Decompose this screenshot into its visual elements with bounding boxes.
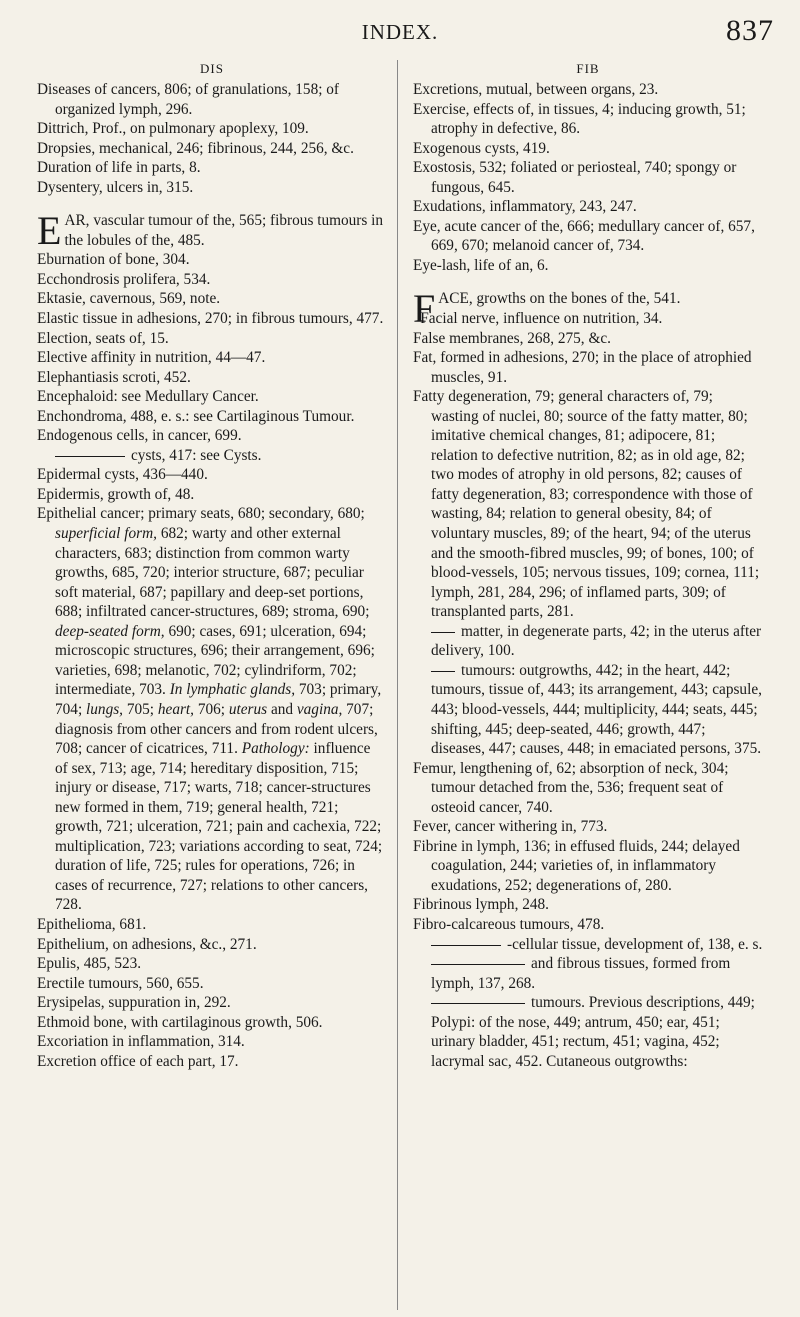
index-entry: Elastic tissue in adhesions, 270; in fibrous tumours, 477. [37,310,384,328]
index-subentry [413,622,763,661]
index-entry: Dittrich, Prof., on pulmonary apoplexy, 109. [37,120,309,138]
drop-cap-f: F [413,286,436,332]
index-entry: Eye-lash, life of an, 6. [413,256,549,274]
index-entry: Exogenous cysts, 419. [413,139,550,157]
index-entry: Eye, acute cancer of the, 666; medullary cancer of, 657, 669, 670; melanoid cancer of, 734. [413,217,755,255]
index-entry: Epidermal cysts, 436—440. [37,466,208,484]
italic-term: Pathology: [241,740,310,758]
italic-term: deep-seated form, [55,622,165,640]
index-entry: Ektasie, cavernous, 569, note. [37,290,221,308]
text-run: influence of sex, 713; age, 714; hereditary disposition, 715; injury or disease, 717; warts, 718; cancer-structures new formed in them, 719; general health, 721; growth, 721; ulceration, 721; pain and cachexia, 722; multiplication, 723; variations according to seat, 724; duration of life, 725; rules for operations, 726; in cases of recurrence, 727; relations to other cancers, 728. [55,740,383,914]
index-entry: Elephantiasis scroti, 452. [37,368,191,386]
index-entry: Ecchondrosis prolifera, 534. [37,270,211,288]
index-entry: Endogenous cells, in cancer, 699. [37,427,242,445]
index-entry: Exostosis, 532; foliated or periosteal, 740; spongy or fungous, 645. [413,159,737,196]
index-entry: Eburnation of bone, 304. [37,251,190,269]
italic-term: In lymphatic glands, [169,681,296,699]
right-guide-word: FIB [576,61,600,76]
text-run: 706; [197,700,226,718]
index-entry: Enchondroma, 488, e. s.: see Cartilaginous Tumour. [37,407,355,425]
index-entry: Encephaloid: see Medullary Cancer. [37,388,259,406]
ditto-dash [431,632,455,633]
italic-term: heart, [157,700,194,718]
index-entry: Facial nerve, influence on nutrition, 34. [420,310,663,328]
ditto-dash [431,945,501,946]
subentry-text: tumours: outgrowths, 442; in the heart, 442; tumours, tissue of, 443; its arrangement, 443; capsule, 443; blood-vessels, 444; multiplicity, 444; seats, 445; shifting, 445; deep-seated, 446; growth, 447; diseases, 447; causes, 448; in emaciated persons, 375. [431,661,762,758]
index-entry: Epulis, 485, 523. [37,955,142,973]
index-subentry [413,993,763,1071]
index-entry: Fibrinous lymph, 248. [413,896,549,914]
index-entry: Diseases of cancers, 806; of granulations, 158; of organized lymph, 296. [37,81,340,118]
index-entry: Epidermis, growth of, 48. [37,485,195,503]
index-subentry [413,954,763,993]
index-entry: Dysentery, ulcers in, 315. [37,178,194,196]
subentry-text: cysts, 417: see Cysts. [131,446,262,464]
page-number: 837 [726,14,774,47]
italic-term: superficial form, [55,525,157,543]
page-header [0,0,800,52]
index-entry: Dropsies, mechanical, 246; fibrinous, 244, 256, &c. [37,139,354,157]
running-title: INDEX. [361,20,439,44]
index-entry: Elective affinity in nutrition, 44—47. [37,349,266,367]
index-subentry [413,935,763,955]
index-entry: Excretion office of each part, 17. [37,1052,239,1070]
ditto-dash [55,456,125,457]
italic-term: vagina, [296,700,343,718]
index-entry-ear: AR, vascular tumour of the, 565; fibrous tumours in the lobules of the, 485. [64,212,384,249]
index-entry: Fat, formed in adhesions, 270; in the place of atrophied muscles, 91. [413,349,752,386]
index-entry: False membranes, 268, 275, &c. [413,329,611,347]
column-divider [397,60,398,1310]
index-subentry [37,446,387,466]
italic-term: uterus [228,700,268,718]
text-run: Epithelial cancer; primary seats, 680; secondary, 680; [37,505,365,523]
index-entry-epithelial-cancer [37,504,387,914]
text-run: 707; diagnosis from other cancers and from rodent ulcers, 708; cancer of cicatrices, 711. [55,700,378,758]
index-entry: Fatty degeneration, 79; general characters of, 79; wasting of nuclei, 80; source of the fatty matter, 80; imitative chemical changes, 81; adipocere, 81; relation to defective nutrition, 82; as in old age, 82; two modes of atrophy in old persons, 82; causes of fatty degeneration, 83; correspondence with those of wasting, 84; relation to general obesity, 84; of voluntary muscles, 89; of the heart, 94; of the uterus and the smooth-fibred muscles, 99; of bones, 100; of blood-vessels, 105; nervous tissues, 109; cornea, 111; lymph, 281, 284, 296; of inflamed parts, 309; of transplanted parts, 281. [413,388,760,621]
drop-cap-e: E [37,208,62,254]
ditto-dash [431,1003,525,1004]
index-entry: Epithelium, on adhesions, &c., 271. [37,935,257,953]
index-entry: Ethmoid bone, with cartilaginous growth, 506. [37,1013,323,1031]
subentry-text: -cellular tissue, development of, 138, e. s. [507,935,763,953]
text-run: 682; warty and other external characters, 683; distinction from common warty growths, 685, 720; interior structure, 687; peculiar soft material, 687; papillary and deep-set portions, 688; infiltrated cancer-structures, 689; stroma, 690; [55,525,370,621]
index-entry: Excoriation in inflammation, 314. [37,1033,245,1051]
index-entry: Femur, lengthening of, 62; absorption of neck, 304; tumour detached from the, 536; frequent seat of osteoid cancer, 740. [413,759,729,816]
index-entry: Exercise, effects of, in tissues, 4; inducing growth, 51; atrophy in defective, 86. [413,100,746,138]
index-entry: Epithelioma, 681. [37,915,147,933]
left-guide-word: DIS [200,61,224,76]
index-entry: Election, seats of, 15. [37,329,169,347]
ditto-dash [431,964,525,965]
index-entry: Excretions, mutual, between organs, 23. [413,81,659,98]
left-column [37,58,387,1071]
index-entry: Erectile tumours, 560, 655. [37,974,204,992]
text-run: and [270,700,294,718]
italic-term: lungs, [86,700,124,718]
right-column [413,58,763,1071]
subentry-text: tumours. Previous descriptions, 449; Polypi: of the nose, 449; antrum, 450; ear, 451; urinary bladder, 451; rectum, 451; vagina, 452; lacrymal sac, 452. Cutaneous outgrowths: [431,994,755,1070]
subentry-text: and fibrous tissues, formed from lymph, 137, 268. [431,955,731,992]
index-entry: Exudations, inflammatory, 243, 247. [413,198,637,216]
subentry-text: matter, in degenerate parts, 42; in the uterus after delivery, 100. [431,622,762,660]
index-entry-face: ACE, growths on the bones of the, 541. [438,290,681,308]
ditto-dash [431,671,455,672]
section-e [37,208,387,254]
index-entry: Erysipelas, suppuration in, 292. [37,994,231,1012]
text-run: 705; [126,700,155,718]
text-run: 703; primary, 704; [55,681,382,718]
index-entry: Duration of life in parts, 8. [37,159,201,177]
index-entry: Fibrine in lymph, 136; in effused fluids, 244; delayed coagulation, 244; varieties of, in inflammatory exudations, 252; degenerations of, 280. [413,837,740,894]
text-run: 690; cases, 691; ulceration, 694; microscopic structures, 696; their arrangement, 696; varieties, 698; melanotic, 702; cylindriform, 702; intermediate, 703. [55,622,375,699]
index-subentry [413,661,763,759]
index-entry: Fibro-calcareous tumours, 478. [413,915,605,933]
index-entry: Fever, cancer withering in, 773. [413,818,608,836]
